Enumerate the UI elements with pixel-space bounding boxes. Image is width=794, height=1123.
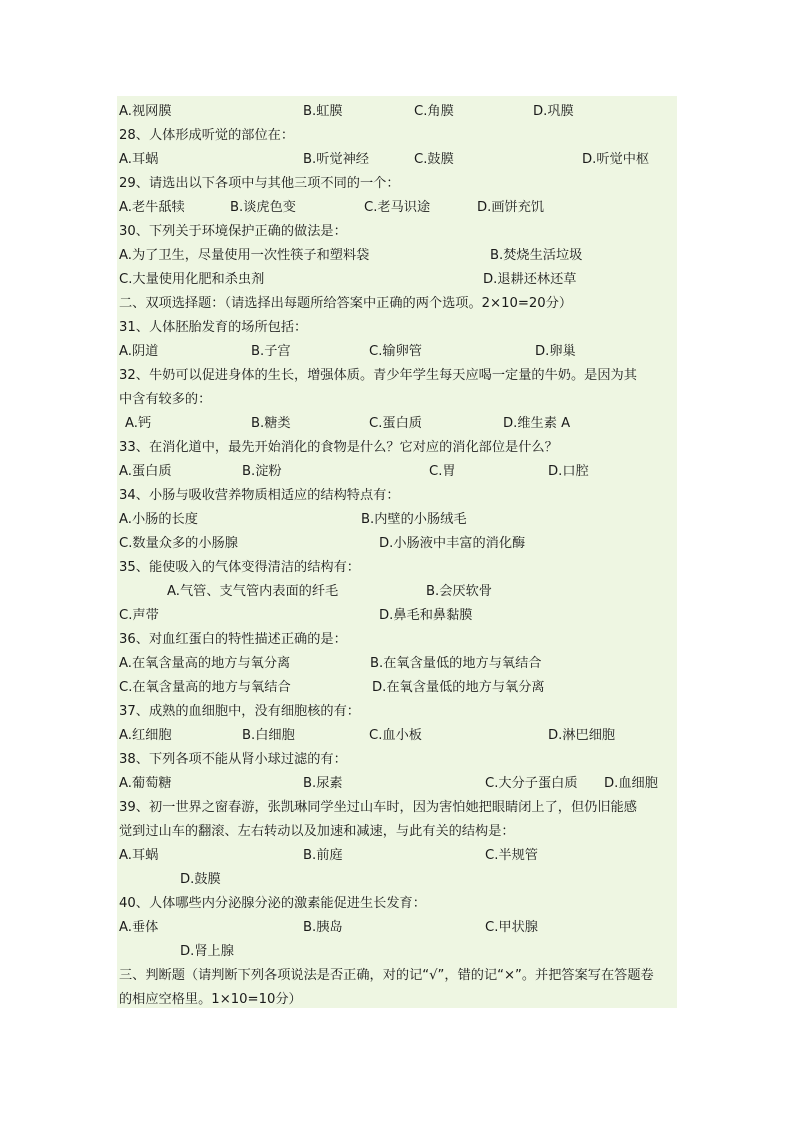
question-text: 32、牛奶可以促进身体的生长，增强体质。青少年学生每天应喝一定量的牛奶。是因为其 [119, 368, 637, 383]
question-line [117, 820, 677, 844]
question-line [117, 436, 677, 460]
option-c-text: C.输卵管 [369, 344, 422, 359]
question-text: 39、初一世界之窗春游，张凯琳同学坐过山车时，因为害怕她把眼睛闭上了，但仍旧能感 [119, 800, 637, 815]
option-d-text: D.维生素 A [503, 416, 571, 431]
question-text: 二、双项选择题：（请选择出每题所给答案中正确的两个选项。2×10=20分） [119, 296, 573, 311]
option-b-text: D.鼻毛和鼻黏膜 [379, 608, 473, 623]
question-text: 28、人体形成听觉的部位在： [119, 128, 295, 143]
option-a-text: A.为了卫生，尽量使用一次性筷子和塑料袋 [119, 248, 370, 263]
question-line [117, 796, 677, 820]
option-b-text: B.谈虎色变 [230, 200, 296, 215]
options-line [117, 868, 677, 892]
question-line [117, 628, 677, 652]
options-line [117, 196, 677, 220]
question-text: 31、人体胚胎发育的场所包括： [119, 320, 308, 335]
exam-page-panel [117, 96, 677, 1008]
option-c-text: C.半规管 [485, 848, 538, 863]
question-line [117, 988, 677, 1012]
option-b-text: B.在氧含量低的地方与氧结合 [370, 656, 542, 671]
options-line [117, 268, 677, 292]
option-b-text: D.在氧含量低的地方与氧分离 [372, 680, 545, 695]
option-a-text: A.阴道 [119, 344, 159, 359]
options-line [117, 580, 677, 604]
option-a-text: A.在氧含量高的地方与氧分离 [119, 656, 291, 671]
question-line [117, 484, 677, 508]
question-line [117, 364, 677, 388]
question-line [117, 388, 677, 412]
option-b-text: B.内壁的小肠绒毛 [361, 512, 467, 527]
option-a-text: A.葡萄糖 [119, 776, 172, 791]
question-line [117, 556, 677, 580]
option-c-text: C.老马识途 [364, 200, 431, 215]
option-d-text: D.淋巴细胞 [548, 728, 616, 743]
options-line [117, 772, 677, 796]
options-line [117, 460, 677, 484]
option-b-text: B.听觉神经 [303, 152, 369, 167]
options-line [117, 676, 677, 700]
options-line [117, 940, 677, 964]
question-text: 38、下列各项不能从肾小球过滤的有： [119, 752, 347, 767]
options-line [117, 100, 677, 124]
option-a-text: A.视网膜 [119, 104, 172, 119]
question-line [117, 700, 677, 724]
option-c-text: C.甲状腺 [485, 920, 538, 935]
options-line [117, 532, 677, 556]
question-text: 中含有较多的： [119, 392, 212, 407]
option-b-text: D.退耕还林还草 [483, 272, 577, 287]
question-text: 37、成熟的血细胞中，没有细胞核的有： [119, 704, 360, 719]
question-line [117, 748, 677, 772]
options-line [117, 604, 677, 628]
option-c-text: C.胃 [429, 464, 456, 479]
options-line [117, 724, 677, 748]
options-line [117, 844, 677, 868]
question-line [117, 292, 677, 316]
option-b-text: B.子宫 [251, 344, 291, 359]
options-line [117, 916, 677, 940]
option-a-text: A.蛋白质 [119, 464, 172, 479]
question-text: 40、人体哪些内分泌腺分泌的激素能促进生长发育： [119, 896, 426, 911]
option-c-text: C.角膜 [414, 104, 454, 119]
question-line [117, 220, 677, 244]
options-line [117, 508, 677, 532]
option-a-text: A.红细胞 [119, 728, 172, 743]
option-b-text: B.前庭 [303, 848, 343, 863]
option-d-text: D.画饼充饥 [477, 200, 545, 215]
option-a-text: A.小肠的长度 [119, 512, 198, 527]
options-line [117, 652, 677, 676]
option-b-text: D.小肠液中丰富的消化酶 [379, 536, 526, 551]
option-b-text: B.糖类 [251, 416, 291, 431]
question-line [117, 124, 677, 148]
options-line [117, 244, 677, 268]
option-d-text: D.听觉中枢 [582, 152, 650, 167]
options-line [117, 412, 677, 436]
option-c-text: C.蛋白质 [369, 416, 422, 431]
question-line [117, 316, 677, 340]
options-line [117, 340, 677, 364]
option-a-text: D.肾上腺 [180, 944, 234, 959]
option-b-text: B.尿素 [303, 776, 343, 791]
option-b-text: B.白细胞 [242, 728, 295, 743]
option-a-text: C.数量众多的小肠腺 [119, 536, 238, 551]
option-a-text: C.在氧含量高的地方与氧结合 [119, 680, 291, 695]
option-a-text: A.垂体 [119, 920, 159, 935]
question-text: 的相应空格里。1×10=10分） [119, 992, 302, 1007]
question-text: 34、小肠与吸收营养物质相适应的结构特点有： [119, 488, 400, 503]
question-line [117, 964, 677, 988]
question-text: 36、对血红蛋白的特性描述正确的是： [119, 632, 347, 647]
option-a-text: A.钙 [125, 416, 152, 431]
option-d-text: D.血细胞 [604, 776, 658, 791]
option-a-text: A.耳蜗 [119, 848, 159, 863]
option-d-text: D.口腔 [548, 464, 589, 479]
question-text: 三、判断题（请判断下列各项说法是否正确，对的记“√”，错的记“×”。并把答案写在答题卷 [119, 968, 654, 983]
question-text: 33、在消化道中，最先开始消化的食物是什么？它对应的消化部位是什么？ [119, 440, 558, 455]
question-text: 29、请选出以下各项中与其他三项不同的一个： [119, 176, 400, 191]
option-b-text: B.淀粉 [242, 464, 282, 479]
question-text: 35、能使吸入的气体变得清洁的结构有： [119, 560, 360, 575]
option-b-text: B.焚烧生活垃圾 [490, 248, 583, 263]
option-c-text: C.鼓膜 [414, 152, 454, 167]
option-a-text: D.鼓膜 [180, 872, 221, 887]
option-b-text: B.胰岛 [303, 920, 343, 935]
option-d-text: D.巩膜 [533, 104, 574, 119]
question-text: 觉到过山车的翻滚、左右转动以及加速和减速，与此有关的结构是： [119, 824, 515, 839]
option-b-text: B.虹膜 [303, 104, 343, 119]
option-a-text: A.气管、支气管内表面的纤毛 [167, 584, 339, 599]
question-line [117, 172, 677, 196]
options-line [117, 148, 677, 172]
option-a-text: A.老牛舐犊 [119, 200, 185, 215]
option-a-text: C.大量使用化肥和杀虫剂 [119, 272, 265, 287]
option-b-text: B.会厌软骨 [426, 584, 492, 599]
question-text: 30、下列关于环境保护正确的做法是： [119, 224, 347, 239]
option-c-text: C.大分子蛋白质 [485, 776, 578, 791]
option-a-text: A.耳蜗 [119, 152, 159, 167]
question-line [117, 892, 677, 916]
option-c-text: C.血小板 [369, 728, 422, 743]
option-a-text: C.声带 [119, 608, 159, 623]
option-d-text: D.卵巢 [535, 344, 576, 359]
